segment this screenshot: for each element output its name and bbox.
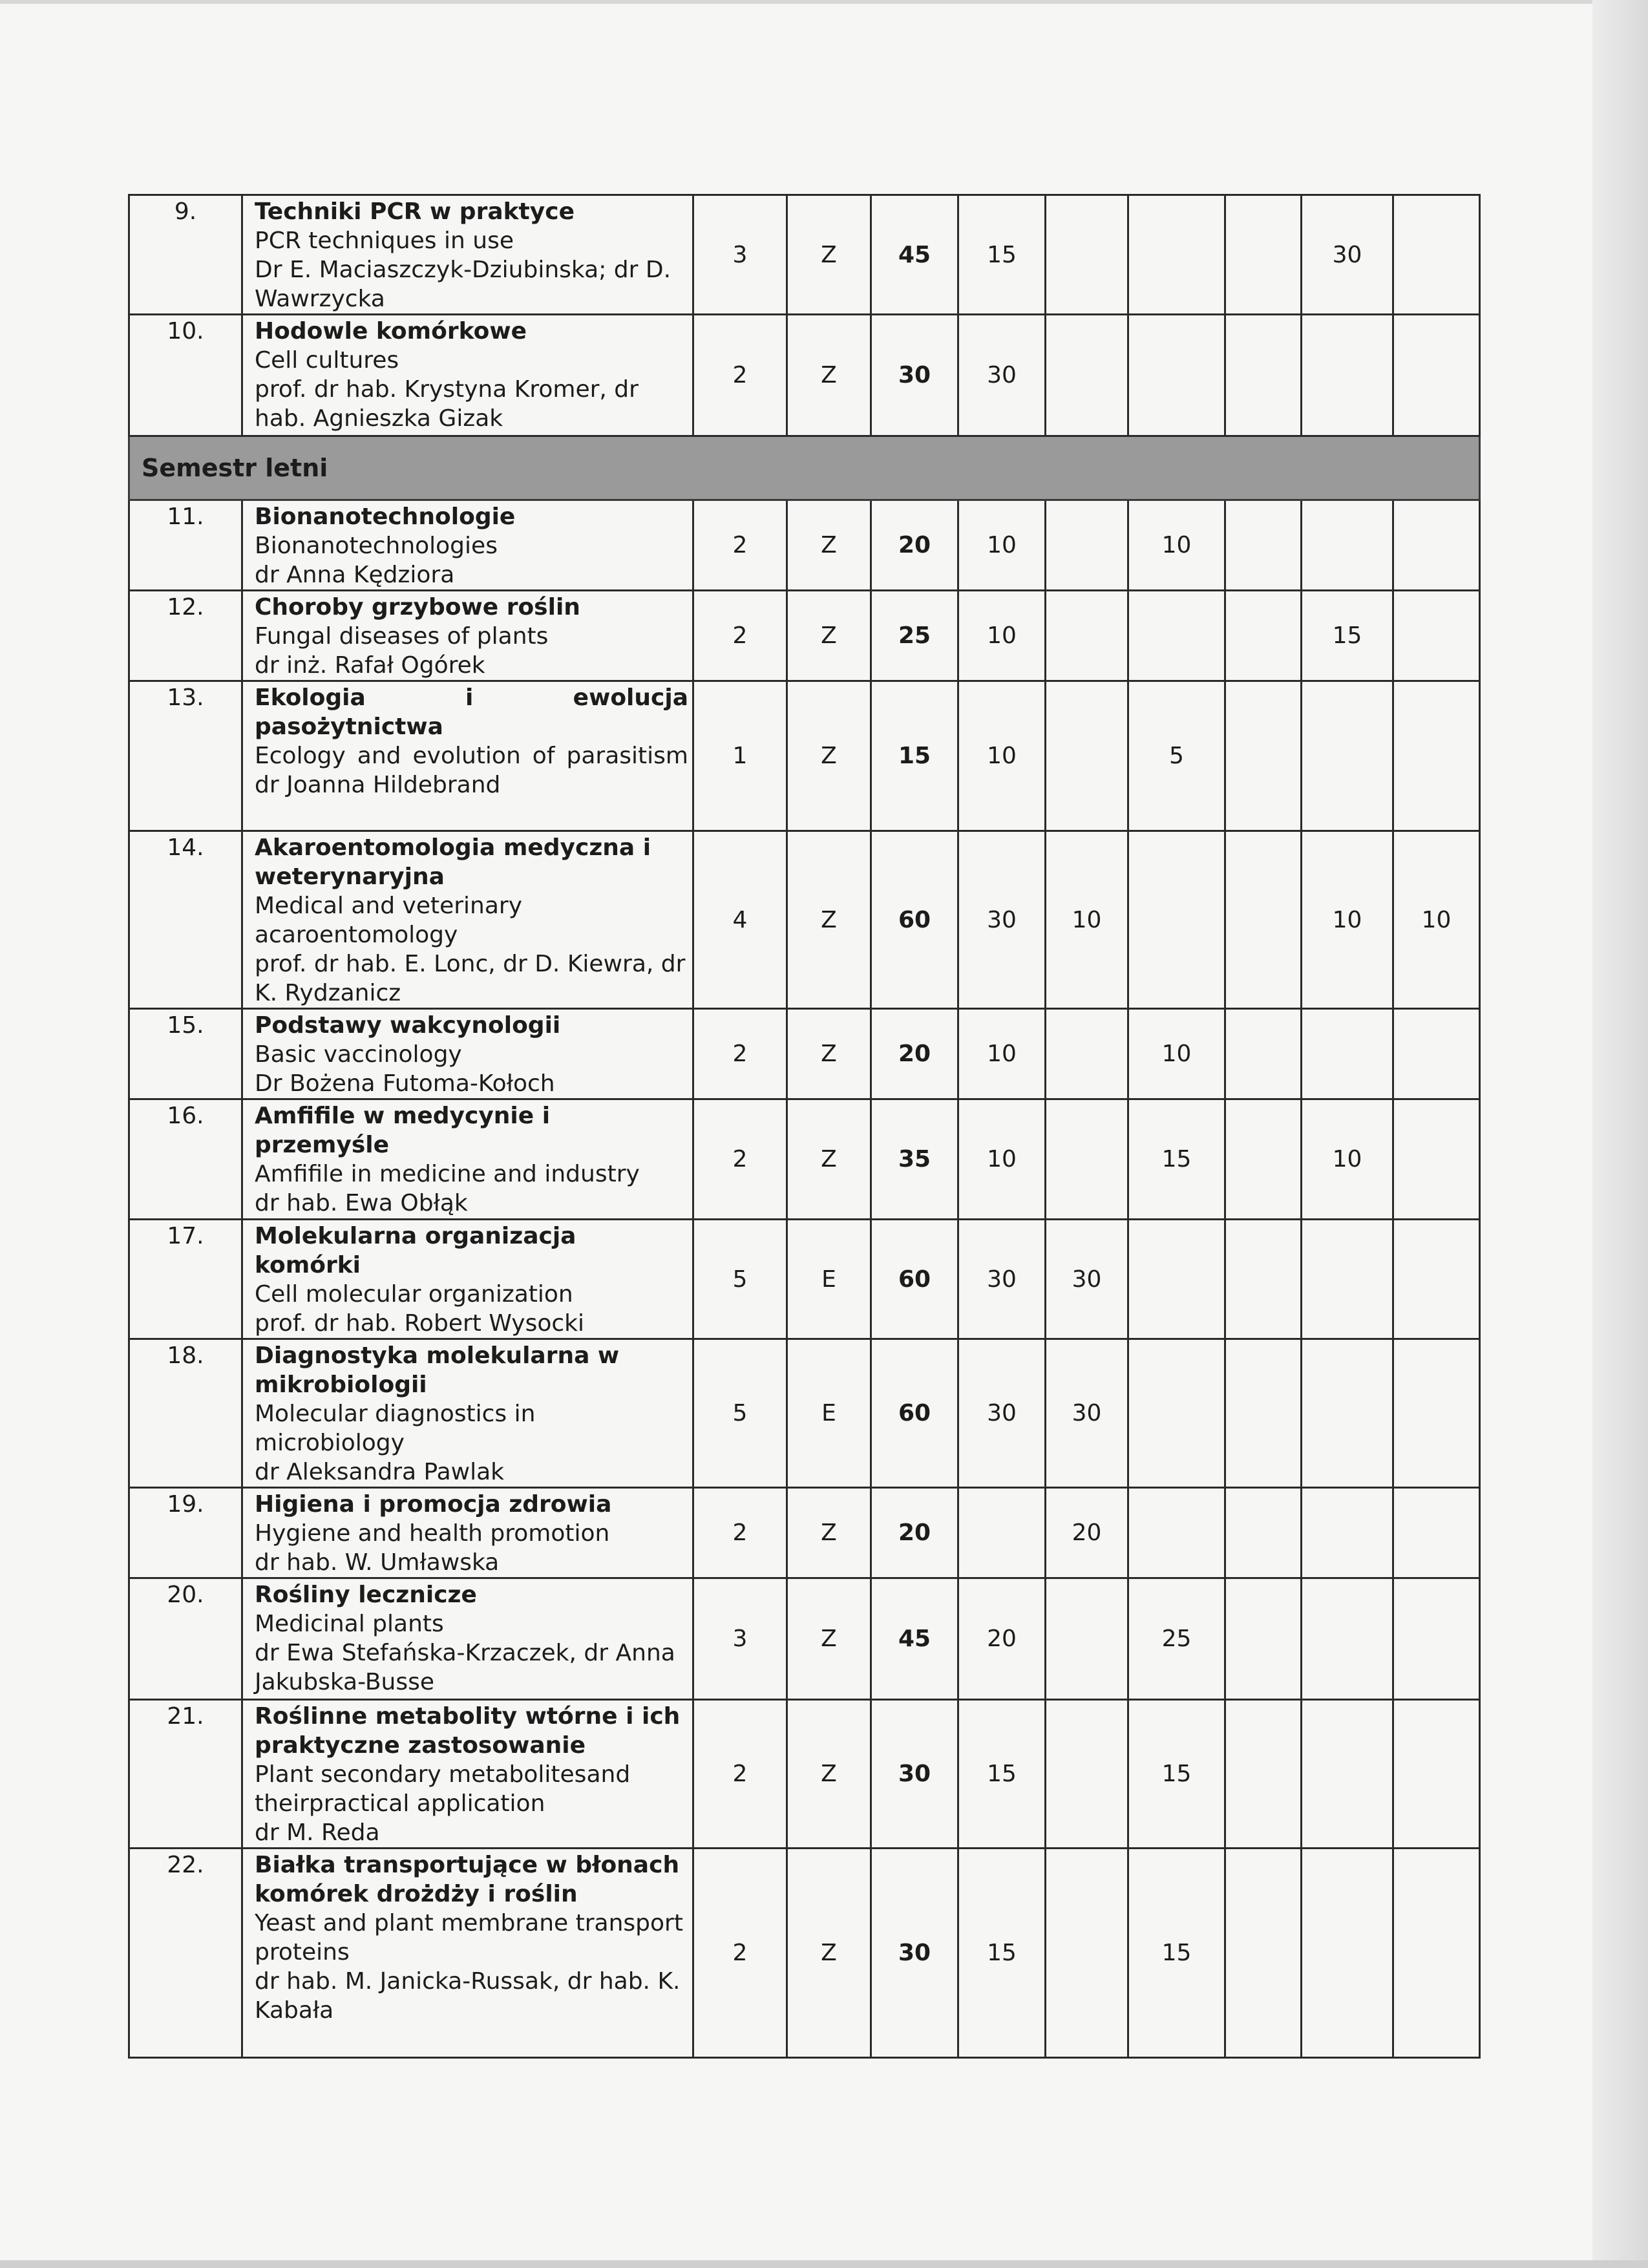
row-number: 22. bbox=[129, 1849, 242, 2058]
row-number: 18. bbox=[129, 1339, 242, 1488]
hours-c6-cell: 15 bbox=[1128, 1099, 1225, 1220]
hours-c6-cell bbox=[1128, 1339, 1225, 1488]
hours-c4-cell: 10 bbox=[958, 500, 1046, 591]
course-description bbox=[242, 1339, 693, 1488]
hours-c7-cell bbox=[1225, 1099, 1302, 1220]
table-row bbox=[129, 681, 1480, 831]
course-title-pl: Roślinne metabolity wtórne i ich praktyczne zastosowanie bbox=[255, 1703, 681, 1759]
hours-c5-cell: 20 bbox=[1046, 1488, 1128, 1578]
table-row bbox=[129, 195, 1480, 315]
assessment-cell: Z bbox=[787, 1578, 871, 1700]
hours-c8-cell bbox=[1302, 1009, 1393, 1099]
lecturer: dr M. Reda bbox=[255, 1819, 380, 1846]
hours-c6-cell: 10 bbox=[1128, 1009, 1225, 1099]
hours-c4-cell: 10 bbox=[958, 1099, 1046, 1220]
row-number: 17. bbox=[129, 1220, 242, 1339]
course-description bbox=[242, 831, 693, 1009]
hours-c8-cell bbox=[1302, 1578, 1393, 1700]
ects-cell: 2 bbox=[693, 315, 787, 436]
lecturer: prof. dr hab. E. Lonc, dr D. Kiewra, dr K. Rydzanicz bbox=[255, 951, 686, 1006]
table-row bbox=[129, 1009, 1480, 1099]
total-hours-cell: 45 bbox=[871, 195, 958, 315]
hours-c7-cell bbox=[1225, 1009, 1302, 1099]
semester-header: Semestr letni bbox=[129, 436, 1480, 500]
hours-c9-cell bbox=[1393, 591, 1480, 681]
assessment-cell: Z bbox=[787, 1700, 871, 1849]
hours-c9-cell bbox=[1393, 681, 1480, 831]
course-title-en: Molecular diagnostics in microbiology bbox=[255, 1401, 536, 1456]
ects-cell: 2 bbox=[693, 591, 787, 681]
lecturer: dr Anna Kędziora bbox=[255, 562, 455, 588]
table-row bbox=[129, 1700, 1480, 1849]
hours-c9-cell bbox=[1393, 1339, 1480, 1488]
course-title-en: Cell molecular organization bbox=[255, 1281, 573, 1308]
hours-c8-cell: 30 bbox=[1302, 195, 1393, 315]
hours-c8-cell: 10 bbox=[1302, 831, 1393, 1009]
hours-c4-cell: 30 bbox=[958, 831, 1046, 1009]
ects-cell: 1 bbox=[693, 681, 787, 831]
course-title-pl: Bionanotechnologie bbox=[255, 503, 516, 530]
course-title-en: Ecology and evolution of parasitism bbox=[255, 743, 688, 769]
table-row bbox=[129, 1220, 1480, 1339]
hours-c6-cell bbox=[1128, 315, 1225, 436]
hours-c6-cell: 5 bbox=[1128, 681, 1225, 831]
hours-c4-cell: 15 bbox=[958, 1700, 1046, 1849]
total-hours-cell: 60 bbox=[871, 1220, 958, 1339]
scan-edge-bottom bbox=[0, 2260, 1648, 2268]
hours-c9-cell bbox=[1393, 1700, 1480, 1849]
hours-c9-cell bbox=[1393, 1099, 1480, 1220]
row-number: 9. bbox=[129, 195, 242, 315]
total-hours-cell: 30 bbox=[871, 1700, 958, 1849]
hours-c8-cell: 15 bbox=[1302, 591, 1393, 681]
row-number: 15. bbox=[129, 1009, 242, 1099]
course-title-pl: Akaroentomologia medyczna i weterynaryjna bbox=[255, 834, 651, 890]
course-table bbox=[128, 194, 1481, 2059]
course-title-en: Plant secondary metabolitesand theirpractical application bbox=[255, 1761, 631, 1817]
hours-c8-cell bbox=[1302, 681, 1393, 831]
scan-edge-top bbox=[0, 0, 1648, 4]
hours-c6-cell: 15 bbox=[1128, 1700, 1225, 1849]
hours-c9-cell bbox=[1393, 500, 1480, 591]
row-number: 11. bbox=[129, 500, 242, 591]
semester-header-row bbox=[129, 436, 1480, 500]
hours-c4-cell: 30 bbox=[958, 1339, 1046, 1488]
hours-c5-cell bbox=[1046, 1578, 1128, 1700]
course-description bbox=[242, 315, 693, 436]
course-title-en: Yeast and plant membrane transport proteins bbox=[255, 1910, 683, 1966]
assessment-cell: Z bbox=[787, 315, 871, 436]
hours-c7-cell bbox=[1225, 1339, 1302, 1488]
assessment-cell: Z bbox=[787, 500, 871, 591]
hours-c4-cell bbox=[958, 1488, 1046, 1578]
total-hours-cell: 20 bbox=[871, 500, 958, 591]
table-row bbox=[129, 591, 1480, 681]
table-row bbox=[129, 831, 1480, 1009]
hours-c8-cell bbox=[1302, 1849, 1393, 2058]
hours-c4-cell: 10 bbox=[958, 681, 1046, 831]
table-row bbox=[129, 1578, 1480, 1700]
hours-c4-cell: 20 bbox=[958, 1578, 1046, 1700]
course-title-en: Amfifile in medicine and industry bbox=[255, 1161, 640, 1187]
course-description bbox=[242, 1220, 693, 1339]
assessment-cell: E bbox=[787, 1339, 871, 1488]
total-hours-cell: 30 bbox=[871, 1849, 958, 2058]
hours-c8-cell bbox=[1302, 315, 1393, 436]
hours-c9-cell bbox=[1393, 315, 1480, 436]
hours-c7-cell bbox=[1225, 1578, 1302, 1700]
hours-c7-cell bbox=[1225, 831, 1302, 1009]
hours-c8-cell bbox=[1302, 500, 1393, 591]
hours-c5-cell bbox=[1046, 1849, 1128, 2058]
course-title-pl: Molekularna organizacja komórki bbox=[255, 1223, 576, 1278]
course-description bbox=[242, 1099, 693, 1220]
hours-c4-cell: 10 bbox=[958, 1009, 1046, 1099]
course-title-pl: Rośliny lecznicze bbox=[255, 1582, 477, 1608]
ects-cell: 2 bbox=[693, 1099, 787, 1220]
course-title-en: PCR techniques in use bbox=[255, 228, 514, 254]
hours-c9-cell bbox=[1393, 1009, 1480, 1099]
course-title-pl: Choroby grzybowe roślin bbox=[255, 594, 580, 620]
hours-c5-cell bbox=[1046, 681, 1128, 831]
total-hours-cell: 20 bbox=[871, 1488, 958, 1578]
table-row bbox=[129, 1488, 1480, 1578]
hours-c9-cell bbox=[1393, 1220, 1480, 1339]
hours-c5-cell bbox=[1046, 1700, 1128, 1849]
hours-c7-cell bbox=[1225, 1700, 1302, 1849]
lecturer: dr hab. W. Umławska bbox=[255, 1549, 500, 1576]
course-description bbox=[242, 500, 693, 591]
assessment-cell: Z bbox=[787, 1099, 871, 1220]
row-number: 20. bbox=[129, 1578, 242, 1700]
hours-c6-cell bbox=[1128, 195, 1225, 315]
hours-c8-cell bbox=[1302, 1220, 1393, 1339]
hours-c9-cell bbox=[1393, 195, 1480, 315]
hours-c5-cell: 30 bbox=[1046, 1339, 1128, 1488]
ects-cell: 4 bbox=[693, 831, 787, 1009]
lecturer: Dr Bożena Futoma-Kołoch bbox=[255, 1070, 555, 1097]
hours-c5-cell bbox=[1046, 315, 1128, 436]
lecturer: dr hab. Ewa Obłąk bbox=[255, 1190, 468, 1216]
ects-cell: 2 bbox=[693, 1700, 787, 1849]
course-title-en: Bionanotechnologies bbox=[255, 533, 498, 559]
row-number: 12. bbox=[129, 591, 242, 681]
hours-c8-cell: 10 bbox=[1302, 1099, 1393, 1220]
total-hours-cell: 60 bbox=[871, 831, 958, 1009]
hours-c6-cell bbox=[1128, 591, 1225, 681]
hours-c5-cell bbox=[1046, 591, 1128, 681]
course-description bbox=[242, 1700, 693, 1849]
scan-edge-right bbox=[1592, 0, 1648, 2268]
lecturer: Dr E. Maciaszczyk-Dziubinska; dr D. Wawrzycka bbox=[255, 257, 671, 312]
assessment-cell: Z bbox=[787, 1849, 871, 2058]
lecturer: dr inż. Rafał Ogórek bbox=[255, 652, 485, 679]
table-row bbox=[129, 315, 1480, 436]
course-description bbox=[242, 1578, 693, 1700]
row-number: 14. bbox=[129, 831, 242, 1009]
ects-cell: 2 bbox=[693, 500, 787, 591]
row-number: 10. bbox=[129, 315, 242, 436]
hours-c7-cell bbox=[1225, 195, 1302, 315]
hours-c4-cell: 10 bbox=[958, 591, 1046, 681]
assessment-cell: Z bbox=[787, 195, 871, 315]
total-hours-cell: 20 bbox=[871, 1009, 958, 1099]
hours-c4-cell: 30 bbox=[958, 1220, 1046, 1339]
lecturer: dr hab. M. Janicka-Russak, dr hab. K. Kabała bbox=[255, 1968, 681, 2024]
assessment-cell: E bbox=[787, 1220, 871, 1339]
ects-cell: 2 bbox=[693, 1488, 787, 1578]
hours-c8-cell bbox=[1302, 1488, 1393, 1578]
course-title-en: Basic vaccinology bbox=[255, 1041, 462, 1068]
hours-c7-cell bbox=[1225, 1849, 1302, 2058]
course-title-pl: Diagnostyka molekularna w mikrobiologii bbox=[255, 1342, 620, 1398]
table-row bbox=[129, 1099, 1480, 1220]
lecturer: dr Aleksandra Pawlak bbox=[255, 1459, 505, 1485]
course-title-pl: Techniki PCR w praktyce bbox=[255, 198, 575, 225]
ects-cell: 2 bbox=[693, 1849, 787, 2058]
course-description bbox=[242, 1849, 693, 2058]
course-title-en: Hygiene and health promotion bbox=[255, 1520, 610, 1547]
course-title-en: Medicinal plants bbox=[255, 1611, 444, 1637]
lecturer: prof. dr hab. Robert Wysocki bbox=[255, 1310, 585, 1337]
hours-c9-cell bbox=[1393, 1488, 1480, 1578]
hours-c6-cell: 15 bbox=[1128, 1849, 1225, 2058]
ects-cell: 5 bbox=[693, 1220, 787, 1339]
hours-c5-cell bbox=[1046, 195, 1128, 315]
course-description bbox=[242, 1488, 693, 1578]
row-number: 16. bbox=[129, 1099, 242, 1220]
course-description bbox=[242, 591, 693, 681]
hours-c4-cell: 30 bbox=[958, 315, 1046, 436]
course-title-pl: Hodowle komórkowe bbox=[255, 318, 527, 344]
row-number: 19. bbox=[129, 1488, 242, 1578]
course-title-en: Medical and veterinary acaroentomology bbox=[255, 893, 523, 948]
hours-c5-cell bbox=[1046, 1099, 1128, 1220]
lecturer: dr Joanna Hildebrand bbox=[255, 772, 501, 798]
assessment-cell: Z bbox=[787, 681, 871, 831]
table-row bbox=[129, 1849, 1480, 2058]
hours-c6-cell: 10 bbox=[1128, 500, 1225, 591]
table-row bbox=[129, 500, 1480, 591]
assessment-cell: Z bbox=[787, 1488, 871, 1578]
course-description bbox=[242, 195, 693, 315]
hours-c6-cell bbox=[1128, 1488, 1225, 1578]
row-number: 21. bbox=[129, 1700, 242, 1849]
course-title-pl: Ekologia i ewolucja pasożytnictwa bbox=[255, 684, 688, 740]
hours-c5-cell bbox=[1046, 500, 1128, 591]
total-hours-cell: 45 bbox=[871, 1578, 958, 1700]
hours-c7-cell bbox=[1225, 681, 1302, 831]
ects-cell: 3 bbox=[693, 1578, 787, 1700]
summer-rows bbox=[129, 500, 1480, 2058]
hours-c9-cell: 10 bbox=[1393, 831, 1480, 1009]
hours-c7-cell bbox=[1225, 1488, 1302, 1578]
assessment-cell: Z bbox=[787, 1009, 871, 1099]
course-description bbox=[242, 1009, 693, 1099]
lecturer: prof. dr hab. Krystyna Kromer, dr hab. Agnieszka Gizak bbox=[255, 376, 639, 432]
course-title-en: Cell cultures bbox=[255, 347, 399, 374]
hours-c8-cell bbox=[1302, 1700, 1393, 1849]
total-hours-cell: 25 bbox=[871, 591, 958, 681]
ects-cell: 5 bbox=[693, 1339, 787, 1488]
hours-c7-cell bbox=[1225, 591, 1302, 681]
lecturer: dr Ewa Stefańska-Krzaczek, dr Anna Jakubska-Busse bbox=[255, 1640, 675, 1695]
hours-c7-cell bbox=[1225, 500, 1302, 591]
assessment-cell: Z bbox=[787, 591, 871, 681]
total-hours-cell: 15 bbox=[871, 681, 958, 831]
course-title-pl: Amfifile w medycynie i przemyśle bbox=[255, 1103, 551, 1158]
hours-c7-cell bbox=[1225, 315, 1302, 436]
assessment-cell: Z bbox=[787, 831, 871, 1009]
total-hours-cell: 35 bbox=[871, 1099, 958, 1220]
total-hours-cell: 30 bbox=[871, 315, 958, 436]
hours-c5-cell: 10 bbox=[1046, 831, 1128, 1009]
hours-c7-cell bbox=[1225, 1220, 1302, 1339]
hours-c5-cell bbox=[1046, 1009, 1128, 1099]
semester-section bbox=[129, 436, 1480, 500]
hours-c6-cell bbox=[1128, 831, 1225, 1009]
course-title-en: Fungal diseases of plants bbox=[255, 623, 549, 650]
course-title-pl: Białka transportujące w błonach komórek drożdży i roślin bbox=[255, 1852, 680, 1907]
table-row bbox=[129, 1339, 1480, 1488]
hours-c6-cell bbox=[1128, 1220, 1225, 1339]
hours-c6-cell: 25 bbox=[1128, 1578, 1225, 1700]
winter-rows bbox=[129, 195, 1480, 436]
row-number: 13. bbox=[129, 681, 242, 831]
hours-c4-cell: 15 bbox=[958, 1849, 1046, 2058]
course-title-pl: Higiena i promocja zdrowia bbox=[255, 1491, 612, 1518]
course-title-pl: Podstawy wakcynologii bbox=[255, 1012, 561, 1039]
ects-cell: 2 bbox=[693, 1009, 787, 1099]
course-description bbox=[242, 681, 693, 831]
hours-c4-cell: 15 bbox=[958, 195, 1046, 315]
hours-c9-cell bbox=[1393, 1578, 1480, 1700]
hours-c5-cell: 30 bbox=[1046, 1220, 1128, 1339]
ects-cell: 3 bbox=[693, 195, 787, 315]
hours-c8-cell bbox=[1302, 1339, 1393, 1488]
total-hours-cell: 60 bbox=[871, 1339, 958, 1488]
hours-c9-cell bbox=[1393, 1849, 1480, 2058]
